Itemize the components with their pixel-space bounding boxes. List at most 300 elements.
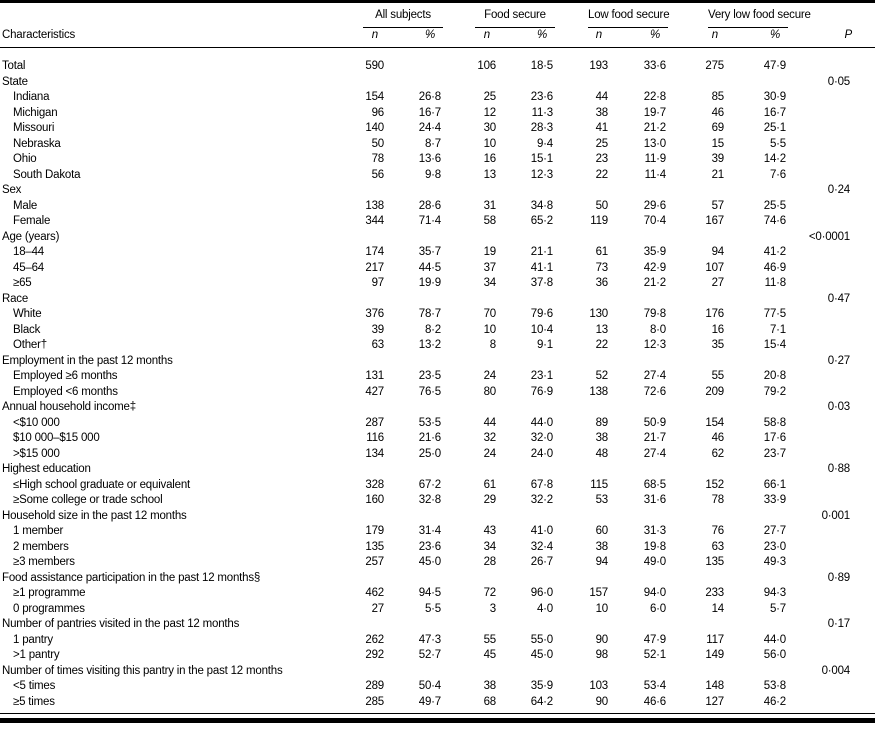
n-value: 24 <box>483 370 496 382</box>
pct-value: 33·9 <box>763 494 786 506</box>
n-value <box>555 292 610 308</box>
p-value <box>788 602 875 618</box>
n-value: 94 <box>711 246 724 258</box>
characteristic-label: Employed ≥6 months <box>13 370 118 382</box>
n-value <box>340 292 386 308</box>
header-spacer <box>0 2 340 28</box>
pct-value: 24·4 <box>418 122 441 134</box>
p-value <box>788 385 875 401</box>
characteristic-label: Indiana <box>13 91 50 103</box>
pct-value: 15·1 <box>530 153 553 165</box>
table-row <box>0 586 875 602</box>
n-value: 176 <box>705 308 724 320</box>
characteristic-label: 0 programmes <box>13 602 85 615</box>
n-value: 72 <box>483 587 496 599</box>
characteristic-label: 45–64 <box>13 261 44 274</box>
n-value: 37 <box>483 261 496 274</box>
n-value: 262 <box>365 633 384 646</box>
pct-value: 70·4 <box>643 215 666 227</box>
n-value: 48 <box>595 447 608 460</box>
n-value: 106 <box>477 60 496 72</box>
pct-value <box>610 664 668 680</box>
pct-value <box>498 664 555 680</box>
pct-value <box>610 617 668 633</box>
characteristic-label: Number of times visiting this pantry in the past 12 months <box>2 664 283 677</box>
n-value: 10 <box>483 137 496 150</box>
table-row <box>0 75 875 91</box>
n-value: 23 <box>595 153 608 165</box>
n-value: 63 <box>711 540 724 553</box>
table-row <box>0 633 875 649</box>
n-value: 50 <box>595 199 608 212</box>
n-value: 85 <box>711 91 724 103</box>
pct-value: 45·0 <box>418 556 441 568</box>
table-row <box>0 152 875 168</box>
n-value <box>555 617 610 633</box>
table-row <box>0 602 875 618</box>
pct-value <box>386 354 443 370</box>
n-value: 78 <box>711 494 724 506</box>
pct-value: 27·4 <box>643 447 666 460</box>
pct-value: 21·1 <box>530 246 553 258</box>
pct-value <box>498 183 555 199</box>
p-value: 0·004 <box>821 664 850 677</box>
characteristic-label: ≥Some college or trade school <box>13 494 163 506</box>
n-value: 16 <box>711 323 724 336</box>
n-value: 44 <box>595 91 608 103</box>
pct-value <box>386 292 443 308</box>
n-value: 39 <box>371 323 384 336</box>
n-value: 69 <box>711 122 724 134</box>
pct-value: 94·0 <box>643 587 666 599</box>
pct-value: 41·0 <box>530 525 553 537</box>
pct-value: 31·3 <box>643 525 666 537</box>
characteristic-label: <$10 000 <box>13 416 60 429</box>
pct-value: 4·0 <box>536 602 553 615</box>
characteristic-label: Age (years) <box>2 230 60 243</box>
pct-value: 44·0 <box>763 633 786 646</box>
n-value <box>340 400 386 416</box>
p-value: 0·24 <box>827 184 850 196</box>
pct-value: 30·9 <box>763 91 786 103</box>
pct-value <box>498 462 555 478</box>
n-value: 130 <box>589 308 608 320</box>
n-value: 34 <box>483 540 496 553</box>
pct-header: % <box>610 28 668 48</box>
n-header: n <box>340 28 386 48</box>
characteristic-label: >1 pantry <box>13 649 60 661</box>
characteristic-label: 18–44 <box>13 246 44 258</box>
n-value <box>443 354 498 370</box>
pct-value: 7·6 <box>769 168 786 181</box>
table-row <box>0 416 875 432</box>
n-value: 61 <box>595 246 608 258</box>
n-value: 179 <box>365 525 384 537</box>
pct-value: 46·2 <box>726 695 788 714</box>
pct-value: 11·8 <box>764 277 786 289</box>
table-row <box>0 245 875 261</box>
n-value: 44 <box>483 416 496 429</box>
table-row <box>0 431 875 447</box>
table-row <box>0 509 875 525</box>
p-header: P <box>788 28 875 48</box>
n-value: 103 <box>589 680 608 692</box>
pct-value: 27·4 <box>643 370 666 382</box>
pct-value: 10·4 <box>530 323 553 336</box>
table-row <box>0 571 875 587</box>
p-value <box>788 695 875 714</box>
n-value: 292 <box>365 649 384 661</box>
n-value: 70 <box>483 308 496 320</box>
n-value <box>340 354 386 370</box>
n-value: 12 <box>483 106 496 119</box>
n-value <box>555 75 610 91</box>
n-value <box>443 230 498 246</box>
n-header: n <box>668 28 726 48</box>
p-value <box>788 276 875 292</box>
n-value: 193 <box>589 60 608 72</box>
characteristic-label: >$15 000 <box>13 447 60 460</box>
n-value: 38 <box>595 106 608 119</box>
pct-value: 67·8 <box>530 478 553 491</box>
p-value: 0·88 <box>827 463 850 475</box>
pct-header: % <box>498 28 555 48</box>
n-value: 134 <box>365 447 384 460</box>
n-value <box>443 292 498 308</box>
pct-value: 9·8 <box>424 168 441 181</box>
table-row <box>0 679 875 695</box>
pct-value <box>610 509 668 525</box>
pct-value <box>726 571 788 587</box>
pct-value: 72·6 <box>643 385 666 398</box>
characteristic-label: Highest education <box>2 463 91 475</box>
pct-value: 44·0 <box>530 416 553 429</box>
p-value <box>788 369 875 385</box>
table-row <box>0 214 875 230</box>
pct-value <box>610 230 668 246</box>
table-row <box>0 462 875 478</box>
n-value: 94 <box>595 556 608 568</box>
n-value: 160 <box>365 494 384 506</box>
pct-value: 21·6 <box>418 432 441 444</box>
n-header: n <box>443 28 498 48</box>
n-value: 287 <box>365 416 384 429</box>
pct-value: 66·1 <box>763 478 786 491</box>
pct-value: 11·3 <box>531 106 553 119</box>
table-bottom-rule <box>0 718 875 723</box>
table-row <box>0 292 875 308</box>
pct-value: 94·3 <box>763 587 786 599</box>
characteristic-label: Black <box>13 323 41 336</box>
pct-value <box>610 571 668 587</box>
table-row <box>0 230 875 246</box>
pct-value: 49·0 <box>643 556 666 568</box>
pct-value: 79·2 <box>763 385 786 398</box>
pct-header: % <box>386 28 443 48</box>
n-value: 36 <box>595 277 608 289</box>
pct-value: 32·2 <box>530 494 553 506</box>
pct-value: 76·9 <box>530 385 553 398</box>
pct-value <box>726 354 788 370</box>
pct-value: 79·8 <box>643 308 666 320</box>
n-value: 90 <box>595 633 608 646</box>
n-value: 22 <box>595 339 608 351</box>
n-value: 31 <box>483 199 496 212</box>
n-value <box>443 462 498 478</box>
pct-value: 37·8 <box>530 277 553 289</box>
pct-value <box>726 183 788 199</box>
table-row <box>0 493 875 509</box>
n-value: 10 <box>483 323 496 336</box>
n-value: 38 <box>483 680 496 692</box>
table-row <box>0 617 875 633</box>
n-value <box>340 664 386 680</box>
p-value <box>788 199 875 215</box>
characteristic-label: Employment in the past 12 months <box>2 354 173 367</box>
n-value <box>443 617 498 633</box>
n-value: 96 <box>371 106 384 119</box>
n-value <box>340 75 386 91</box>
n-value: 138 <box>365 199 384 212</box>
p-value: 0·001 <box>821 509 850 522</box>
table-row <box>0 695 875 714</box>
n-value: 149 <box>705 649 724 661</box>
n-value: 157 <box>589 587 608 599</box>
pct-value: 14·2 <box>763 153 786 165</box>
n-value: 462 <box>365 587 384 599</box>
pct-value: 41·1 <box>530 261 553 274</box>
characteristic-label: ≥3 members <box>13 556 75 568</box>
n-value: 68 <box>443 695 498 714</box>
characteristic-label: State <box>2 75 28 88</box>
pct-value <box>386 509 443 525</box>
characteristic-label: Number of pantries visited in the past 12 months <box>2 618 240 630</box>
group-header-food-secure <box>443 2 555 28</box>
n-value: 344 <box>365 215 384 227</box>
pct-value <box>726 462 788 478</box>
n-value: 58 <box>483 215 496 227</box>
n-value: 90 <box>555 695 610 714</box>
p-value <box>788 137 875 153</box>
characteristic-label: Ohio <box>13 153 37 165</box>
n-value <box>340 571 386 587</box>
characteristic-label: Other† <box>13 339 47 351</box>
p-value: 0·17 <box>827 618 850 630</box>
table-row <box>0 323 875 339</box>
n-value: 24 <box>483 447 496 460</box>
p-value <box>788 168 875 184</box>
n-value: 10 <box>595 602 608 615</box>
n-value <box>668 75 726 91</box>
pct-value: 24·0 <box>530 447 553 460</box>
n-value <box>668 230 726 246</box>
n-value: 55 <box>483 633 496 646</box>
pct-value <box>386 571 443 587</box>
characteristic-label: Female <box>13 215 51 227</box>
n-value <box>555 509 610 525</box>
table-row <box>0 369 875 385</box>
n-value: 167 <box>705 215 724 227</box>
n-value: 138 <box>589 385 608 398</box>
n-value: 25 <box>483 91 496 103</box>
n-value <box>668 617 726 633</box>
p-value: 0·05 <box>827 75 850 88</box>
n-value: 8 <box>489 339 496 351</box>
pct-value: 49·7 <box>386 695 443 714</box>
n-value: 57 <box>711 199 724 212</box>
pct-value <box>498 617 555 633</box>
n-value <box>443 509 498 525</box>
p-value <box>788 633 875 649</box>
table-row <box>0 168 875 184</box>
p-value <box>788 307 875 323</box>
table-row <box>0 447 875 463</box>
pct-value: 65·2 <box>530 215 553 227</box>
pct-value <box>498 292 555 308</box>
table-row <box>0 48 875 75</box>
column-header-row <box>0 28 875 48</box>
table-row <box>0 555 875 571</box>
n-value <box>668 462 726 478</box>
n-value <box>443 571 498 587</box>
table-row <box>0 199 875 215</box>
pct-value: 52·1 <box>643 649 666 661</box>
pct-value <box>386 617 443 633</box>
pct-value: 67·2 <box>418 478 441 491</box>
p-value: <0·0001 <box>808 230 850 243</box>
pct-value: 49·3 <box>763 556 786 568</box>
p-value: 0·27 <box>827 354 850 367</box>
pct-value: 76·5 <box>418 385 441 398</box>
n-value: 89 <box>595 416 608 429</box>
pct-value: 20·8 <box>763 370 786 382</box>
n-value: 148 <box>705 680 724 692</box>
pct-value: 47·9 <box>763 60 786 72</box>
n-value: 135 <box>365 540 384 553</box>
n-value: 275 <box>705 60 724 72</box>
n-value: 55 <box>711 370 724 382</box>
n-value: 27 <box>711 277 724 289</box>
pct-value: 23·7 <box>763 447 786 460</box>
pct-value: 23·6 <box>530 91 553 103</box>
n-value: 38 <box>595 432 608 444</box>
pct-value: 53·5 <box>418 416 441 429</box>
n-value: 30 <box>483 122 496 134</box>
characteristic-label: Food assistance participation in the past 12 months§ <box>2 571 261 584</box>
pct-value: 31·4 <box>418 525 441 537</box>
n-value: 135 <box>705 556 724 568</box>
pct-value <box>726 230 788 246</box>
pct-value: 5·5 <box>424 602 441 615</box>
pct-value: 35·9 <box>530 680 553 692</box>
pct-value: 50·9 <box>643 416 666 429</box>
p-value <box>788 245 875 261</box>
characteristic-label: White <box>13 308 42 320</box>
n-value: 233 <box>705 587 724 599</box>
pct-value: 79·6 <box>530 308 553 320</box>
characteristic-label: ≥1 programme <box>13 587 86 599</box>
pct-value: 31·6 <box>643 494 666 506</box>
p-value <box>788 555 875 571</box>
pct-value: 11·4 <box>644 168 666 181</box>
n-value: 15 <box>711 137 724 150</box>
pct-value: 64·2 <box>498 695 555 714</box>
n-value: 56 <box>371 168 384 181</box>
n-value: 45 <box>483 649 496 661</box>
characteristic-label: ≥5 times <box>0 695 340 714</box>
n-value: 13 <box>483 168 496 181</box>
pct-value: 58·8 <box>763 416 786 429</box>
p-value: 0·03 <box>827 401 850 413</box>
pct-value: 5·7 <box>769 602 786 615</box>
pct-value: 46·6 <box>610 695 668 714</box>
n-value: 14 <box>711 602 724 615</box>
table-row <box>0 385 875 401</box>
p-value <box>788 214 875 230</box>
characteristics-header: Characteristics <box>0 28 340 48</box>
n-value: 119 <box>590 215 608 227</box>
p-value <box>788 152 875 168</box>
table-row <box>0 121 875 137</box>
characteristic-label: Household size in the past 12 months <box>2 509 187 522</box>
n-value: 76 <box>711 525 724 537</box>
n-value: 289 <box>365 680 384 692</box>
n-value <box>340 617 386 633</box>
pct-value: 21·2 <box>643 122 666 134</box>
pct-value: 32·0 <box>530 432 553 444</box>
pct-value: 47·9 <box>643 633 666 646</box>
n-value: 50 <box>371 137 384 150</box>
group-header-low-food-secure <box>555 2 668 28</box>
pct-value: 13·0 <box>643 137 666 150</box>
pct-value: 55·0 <box>530 633 553 646</box>
p-value <box>788 431 875 447</box>
pct-value: 23·1 <box>530 370 553 382</box>
pct-value: 41·2 <box>763 246 786 258</box>
pct-header: % <box>726 28 788 48</box>
pct-value: 9·1 <box>536 339 553 351</box>
characteristic-label: Nebraska <box>13 137 61 150</box>
n-value: 117 <box>706 633 724 646</box>
pct-value: 8·7 <box>424 137 441 150</box>
n-value <box>555 183 610 199</box>
n-value: 43 <box>483 525 496 537</box>
pct-value: 23·5 <box>418 370 441 382</box>
group-label: Food secure <box>475 9 555 28</box>
characteristic-label: Race <box>2 292 29 305</box>
characteristic-label: 2 members <box>13 540 69 553</box>
pct-value: 35·7 <box>418 246 441 258</box>
pct-value: 5·5 <box>769 137 786 150</box>
n-value: 97 <box>371 277 384 289</box>
n-value <box>555 462 610 478</box>
pct-value <box>498 230 555 246</box>
pct-value: 19·8 <box>643 540 666 553</box>
characteristic-label: 1 member <box>13 525 64 537</box>
pct-value: 94·5 <box>418 587 441 599</box>
pct-value <box>726 75 788 91</box>
pct-value: 46·9 <box>763 261 786 274</box>
characteristic-label: <5 times <box>13 680 56 692</box>
n-value: 154 <box>365 91 384 103</box>
pct-value: 17·6 <box>763 432 786 444</box>
p-value <box>788 540 875 556</box>
pct-value: 13·6 <box>418 153 441 165</box>
pct-value: 32·4 <box>530 540 553 553</box>
pct-value <box>610 75 668 91</box>
table-row <box>0 354 875 370</box>
table-row <box>0 478 875 494</box>
